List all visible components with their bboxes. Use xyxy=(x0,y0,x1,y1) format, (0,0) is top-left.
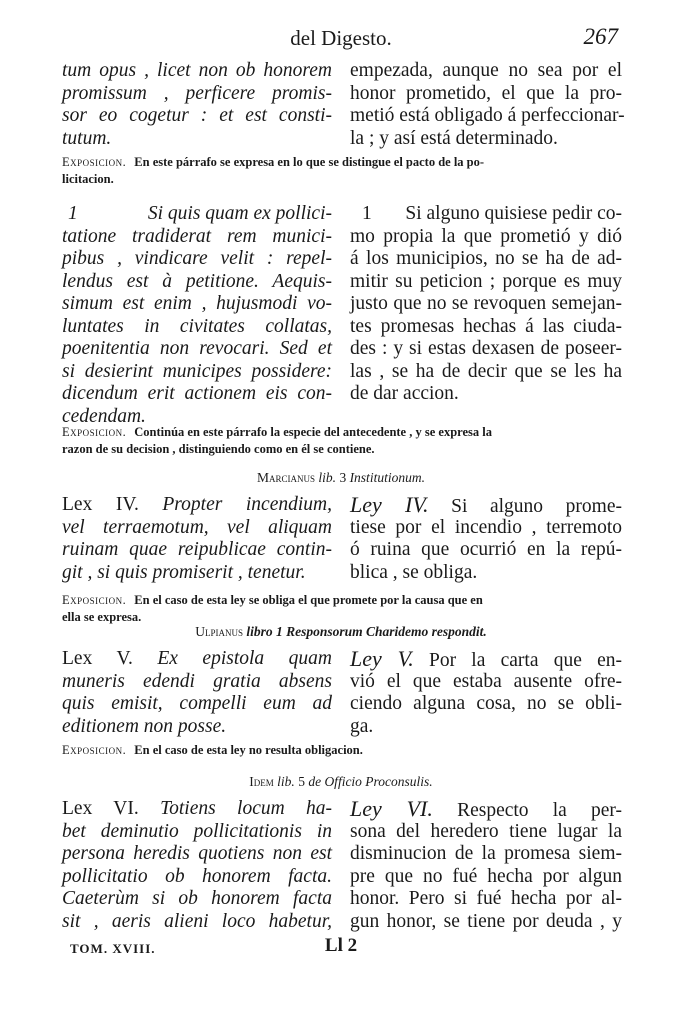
exposicion-text-cont: ella se expresa. xyxy=(62,610,142,624)
spanish-line: la ; y así está determinado. xyxy=(350,127,558,149)
exposicion-text: Continúa en este párrafo la especie del antecedente , y se expresa la xyxy=(134,425,492,439)
page-footer xyxy=(62,935,620,957)
latin-line: pollicitatio ob honorem facta. xyxy=(62,865,332,887)
spanish-line: 1 Si alguno quisiese pedir co- xyxy=(362,203,622,224)
page-number: 267 xyxy=(583,24,618,49)
spanish-line: honor prometido, el que la pro- xyxy=(350,82,622,104)
latin-line: pibus , vindicare velit : repel- xyxy=(62,248,332,269)
exposicion-label: Exposicion. xyxy=(62,743,127,757)
exposicion-note-4 xyxy=(62,742,620,759)
spanish-column xyxy=(350,798,622,933)
source-citation-2 xyxy=(62,624,620,640)
spanish-line: honor. Pero si fué hecha por al- xyxy=(350,888,622,909)
latin-line: git , si quis promiserit , tenetur. xyxy=(62,561,306,583)
latin-line: promissum , perficere promis- xyxy=(62,82,332,104)
latin-line: luntates in civitates collatas, xyxy=(62,315,332,337)
latin-line: muneris edendi gratia absens xyxy=(62,670,332,692)
source-lib: lib. xyxy=(277,774,295,789)
exposicion-text: En este párrafo se expresa en lo que se distingue el pacto de la po- xyxy=(134,155,485,169)
exposicion-text: En el caso de esta ley se obliga el que promete por la causa que en xyxy=(134,593,483,607)
latin-line: Lex VI. Totiens locum ha- xyxy=(62,798,333,819)
latin-line: 1 Si quis quam ex pollici- xyxy=(68,203,332,224)
spanish-column xyxy=(350,203,622,406)
spanish-line: disminucion de la promesa siem- xyxy=(350,843,622,864)
spanish-line: pre que no fué hecha por algun xyxy=(350,865,622,887)
running-header xyxy=(60,26,622,54)
latin-line: sor eo cogetur : et est consti- xyxy=(62,105,332,126)
spanish-line: tes promesas hechas á las ciuda- xyxy=(350,315,622,337)
latin-line: poenitentia non revocari. Sed et xyxy=(62,338,332,359)
latin-line: tum opus , licet non ob honorem xyxy=(62,60,332,81)
spanish-line: mitir su peticion ; porque es muy xyxy=(350,270,622,292)
latin-column xyxy=(62,203,332,428)
source-citation-1 xyxy=(62,470,620,486)
spanish-line: Ley V. Por la carta que en- xyxy=(350,646,622,671)
spanish-line: justo que no se revoquen semejan- xyxy=(350,293,622,314)
latin-line: lendus est à petitione. Aequis- xyxy=(62,270,332,292)
volume-label: TOM. XVIII. xyxy=(70,941,156,956)
source-author: Ulpianus xyxy=(195,624,243,639)
source-book-number: 3 xyxy=(339,470,347,485)
latin-column xyxy=(62,798,332,933)
source-citation-3 xyxy=(62,774,620,790)
latin-line: si desierint municipes possidere: xyxy=(62,360,332,382)
exposicion-text-cont: licitacion. xyxy=(62,172,114,186)
source-work: Officio Proconsulis. xyxy=(324,774,433,789)
latin-line: Lex V. Ex epistola quam xyxy=(62,648,332,669)
latin-line: dicendum erit actionem eis con- xyxy=(62,383,332,404)
exposicion-note-1 xyxy=(62,154,620,188)
spanish-line: gun honor, se tiene por deuda , y xyxy=(350,910,622,932)
spanish-line: de dar accion. xyxy=(350,383,459,404)
latin-line: sit , aeris alieni loco habetur, xyxy=(62,910,332,932)
source-author: Marcianus xyxy=(257,470,316,485)
source-work: libro 1 Responsorum Charidemo respondit. xyxy=(246,624,487,639)
spanish-line: Ley VI. Respecto la per- xyxy=(350,796,623,821)
latin-line: bet deminutio pollicitationis in xyxy=(62,820,332,842)
latin-column xyxy=(62,494,332,584)
spanish-line: Ley IV. Si alguno prome- xyxy=(350,492,622,517)
spanish-column xyxy=(350,648,622,738)
latin-line: Caeterùm si ob honorem facta xyxy=(62,888,332,909)
spanish-line: ciendo alguna cosa, no se obli- xyxy=(350,693,622,714)
spanish-line: empezada, aunque no sea por el xyxy=(350,60,622,81)
latin-line: tatione tradiderat rem munici- xyxy=(62,225,332,247)
spanish-line: metió está obligado á perfeccionar- xyxy=(350,105,625,126)
lex-label: Lex V. xyxy=(62,648,133,669)
spanish-column xyxy=(350,494,622,584)
source-book-number: 5 xyxy=(298,774,305,789)
exposicion-text: En el caso de esta ley no resulta obligacion. xyxy=(134,743,363,757)
spanish-line: blica , se obliga. xyxy=(350,561,478,583)
source-de: de xyxy=(308,774,322,789)
source-lib: lib. xyxy=(318,470,337,485)
signature-mark: Ll 2 xyxy=(324,935,358,956)
spanish-line: sona del heredero tiene lugar la xyxy=(350,820,622,842)
spanish-line: ga. xyxy=(350,715,374,737)
latin-line: Lex IV. Propter incendium, xyxy=(62,494,332,515)
exposicion-note-3 xyxy=(62,592,620,626)
latin-line: vel terraemotum, vel aliquam xyxy=(62,516,332,538)
spanish-line: tiese por el incendio , terremoto xyxy=(350,516,622,538)
ley-label: Ley IV. xyxy=(350,492,429,517)
latin-line: persona heredis quotiens non est xyxy=(62,843,332,864)
exposicion-note-2 xyxy=(62,424,620,458)
lex-label: Lex VI. xyxy=(62,798,139,819)
latin-line: simum est enim , hujusmodi vo- xyxy=(62,293,332,314)
spanish-line: las , se ha de decir que se les ha xyxy=(350,360,622,382)
source-author: Idem xyxy=(249,774,274,789)
spanish-line: mo propia la que prometió y dió xyxy=(350,225,622,247)
exposicion-label: Exposicion. xyxy=(62,593,127,607)
lex-label: Lex IV. xyxy=(62,494,139,515)
spanish-column xyxy=(350,60,625,150)
latin-line: ruinam quae reipublicae contin- xyxy=(62,539,332,560)
paragraph-number: 1 xyxy=(362,203,372,224)
spanish-line: ó ruina que ocurrió en la repú- xyxy=(350,539,622,560)
latin-column xyxy=(62,60,332,150)
source-work: Institutionum. xyxy=(349,470,425,485)
spanish-line: á los municipios, no se ha de ad- xyxy=(350,248,622,269)
latin-column xyxy=(62,648,332,738)
latin-line: tutum. xyxy=(62,127,112,149)
paragraph-number: 1 xyxy=(68,203,78,224)
exposicion-label: Exposicion. xyxy=(62,155,127,169)
latin-line: editionem non posse. xyxy=(62,715,227,737)
spanish-line: vió el que estaba ausente ofre- xyxy=(350,670,622,692)
latin-line: quis emisit, compelli eum ad xyxy=(62,693,332,714)
running-title: del Digesto. xyxy=(290,26,392,50)
exposicion-text-cont: razon de su decision , distinguiendo como en él se contiene. xyxy=(62,442,375,456)
ley-label: Ley VI. xyxy=(350,796,433,821)
latin-line: cedendam. xyxy=(62,405,146,427)
exposicion-label: Exposicion. xyxy=(62,425,127,439)
ley-label: Ley V. xyxy=(350,646,414,671)
spanish-line: des : y si estas dexasen de poseer- xyxy=(350,338,622,359)
